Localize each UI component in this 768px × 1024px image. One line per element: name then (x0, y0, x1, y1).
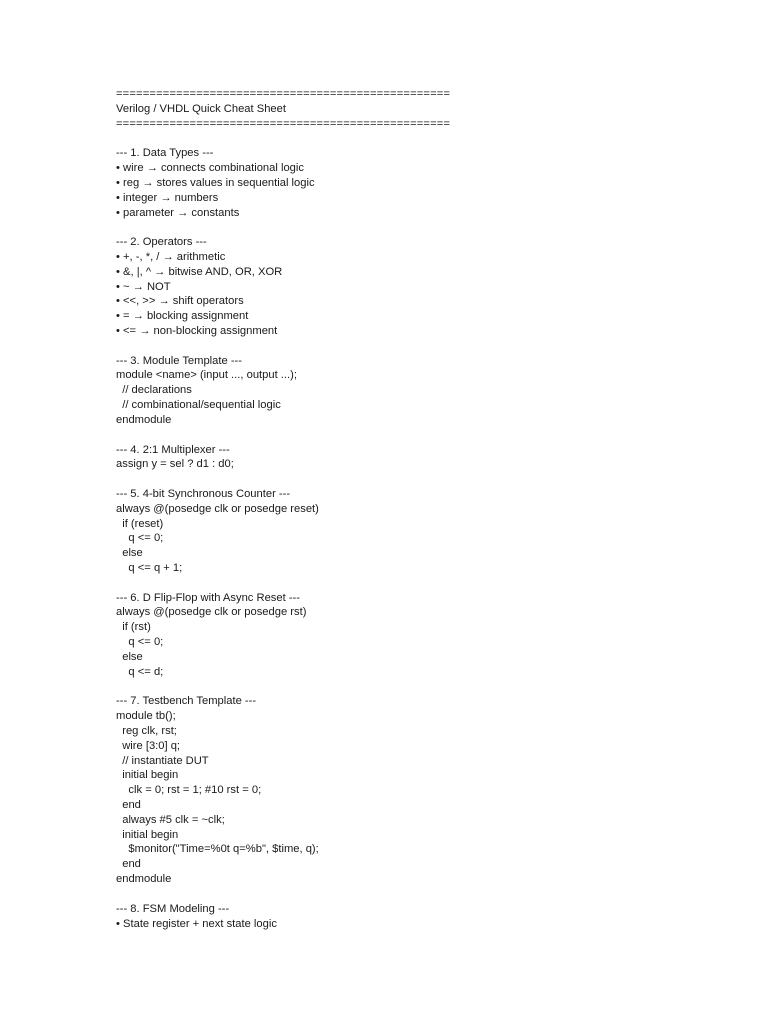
document-title: Verilog / VHDL Quick Cheat Sheet (116, 102, 286, 115)
code-line: end (116, 858, 141, 871)
bullet-item: • &, |, ^ → bitwise AND, OR, XOR (116, 265, 283, 278)
code-line: always #5 clk = ~clk; (116, 813, 225, 826)
blank-line (116, 576, 716, 591)
bullet-item: • = → blocking assignment (116, 310, 249, 323)
code-line: q <= 0; (116, 636, 164, 649)
code-line: assign y = sel ? d1 : d0; (116, 458, 234, 471)
bullet-item: • <= → non-blocking assignment (116, 325, 278, 337)
code-line: else (116, 650, 143, 663)
section-heading: --- 4. 2:1 Multiplexer --- (116, 443, 230, 456)
code-line: $monitor("Time=%0t q=%b", $time, q); (116, 843, 319, 856)
bullet-item: • reg → stores values in sequential logic (116, 176, 315, 189)
section-heading: --- 5. 4-bit Synchronous Counter --- (116, 487, 291, 500)
bullet-item: • +, -, *, / → arithmetic (116, 250, 226, 263)
code-line: module <name> (input ..., output ...); (116, 369, 297, 382)
bullet-item: • ~ → NOT (116, 280, 171, 293)
bullet-item: • <<, >> → shift operators (116, 295, 244, 308)
cheat-sheet-document (116, 87, 716, 931)
bullet-item: • State register + next state logic (116, 917, 277, 930)
code-line: if (reset) (116, 517, 164, 530)
code-line: initial begin (116, 769, 179, 782)
code-line: endmodule (116, 413, 172, 426)
blank-line (116, 131, 716, 146)
blank-line (116, 428, 716, 443)
code-line: endmodule (116, 873, 172, 886)
blank-line (116, 220, 716, 235)
code-line: // declarations (116, 384, 192, 397)
blank-line (116, 472, 716, 487)
code-line: reg clk, rst; (116, 724, 177, 737)
code-line: else (116, 547, 143, 560)
section-heading: --- 7. Testbench Template --- (116, 695, 257, 708)
code-line: q <= 0; (116, 532, 164, 545)
section-heading: --- 6. D Flip-Flop with Async Reset --- (116, 591, 301, 604)
code-line: end (116, 799, 141, 811)
code-line: always @(posedge clk or posedge rst) (116, 606, 307, 619)
separator-rule: ================================================== (116, 117, 451, 130)
blank-line (116, 339, 716, 354)
section-heading: --- 2. Operators --- (116, 236, 207, 249)
code-line: always @(posedge clk or posedge reset) (116, 502, 319, 515)
code-line: wire [3:0] q; (116, 739, 181, 752)
code-line: q <= d; (116, 665, 164, 678)
code-line: if (rst) (116, 621, 151, 634)
code-line: // instantiate DUT (116, 754, 209, 767)
bullet-item: • wire → connects combinational logic (116, 162, 304, 175)
code-line: q <= q + 1; (116, 562, 183, 574)
section-heading: --- 1. Data Types --- (116, 147, 214, 160)
blank-line (116, 680, 716, 695)
code-line: // combinational/sequential logic (116, 399, 281, 412)
code-line: module tb(); (116, 710, 176, 723)
bullet-item: • parameter → constants (116, 206, 240, 219)
blank-line (116, 887, 716, 902)
bullet-item: • integer → numbers (116, 191, 219, 204)
code-line: clk = 0; rst = 1; #10 rst = 0; (116, 784, 262, 797)
separator-rule: ================================================== (116, 88, 451, 100)
code-line: initial begin (116, 828, 179, 841)
section-heading: --- 3. Module Template --- (116, 354, 242, 367)
section-heading: --- 8. FSM Modeling --- (116, 902, 230, 915)
